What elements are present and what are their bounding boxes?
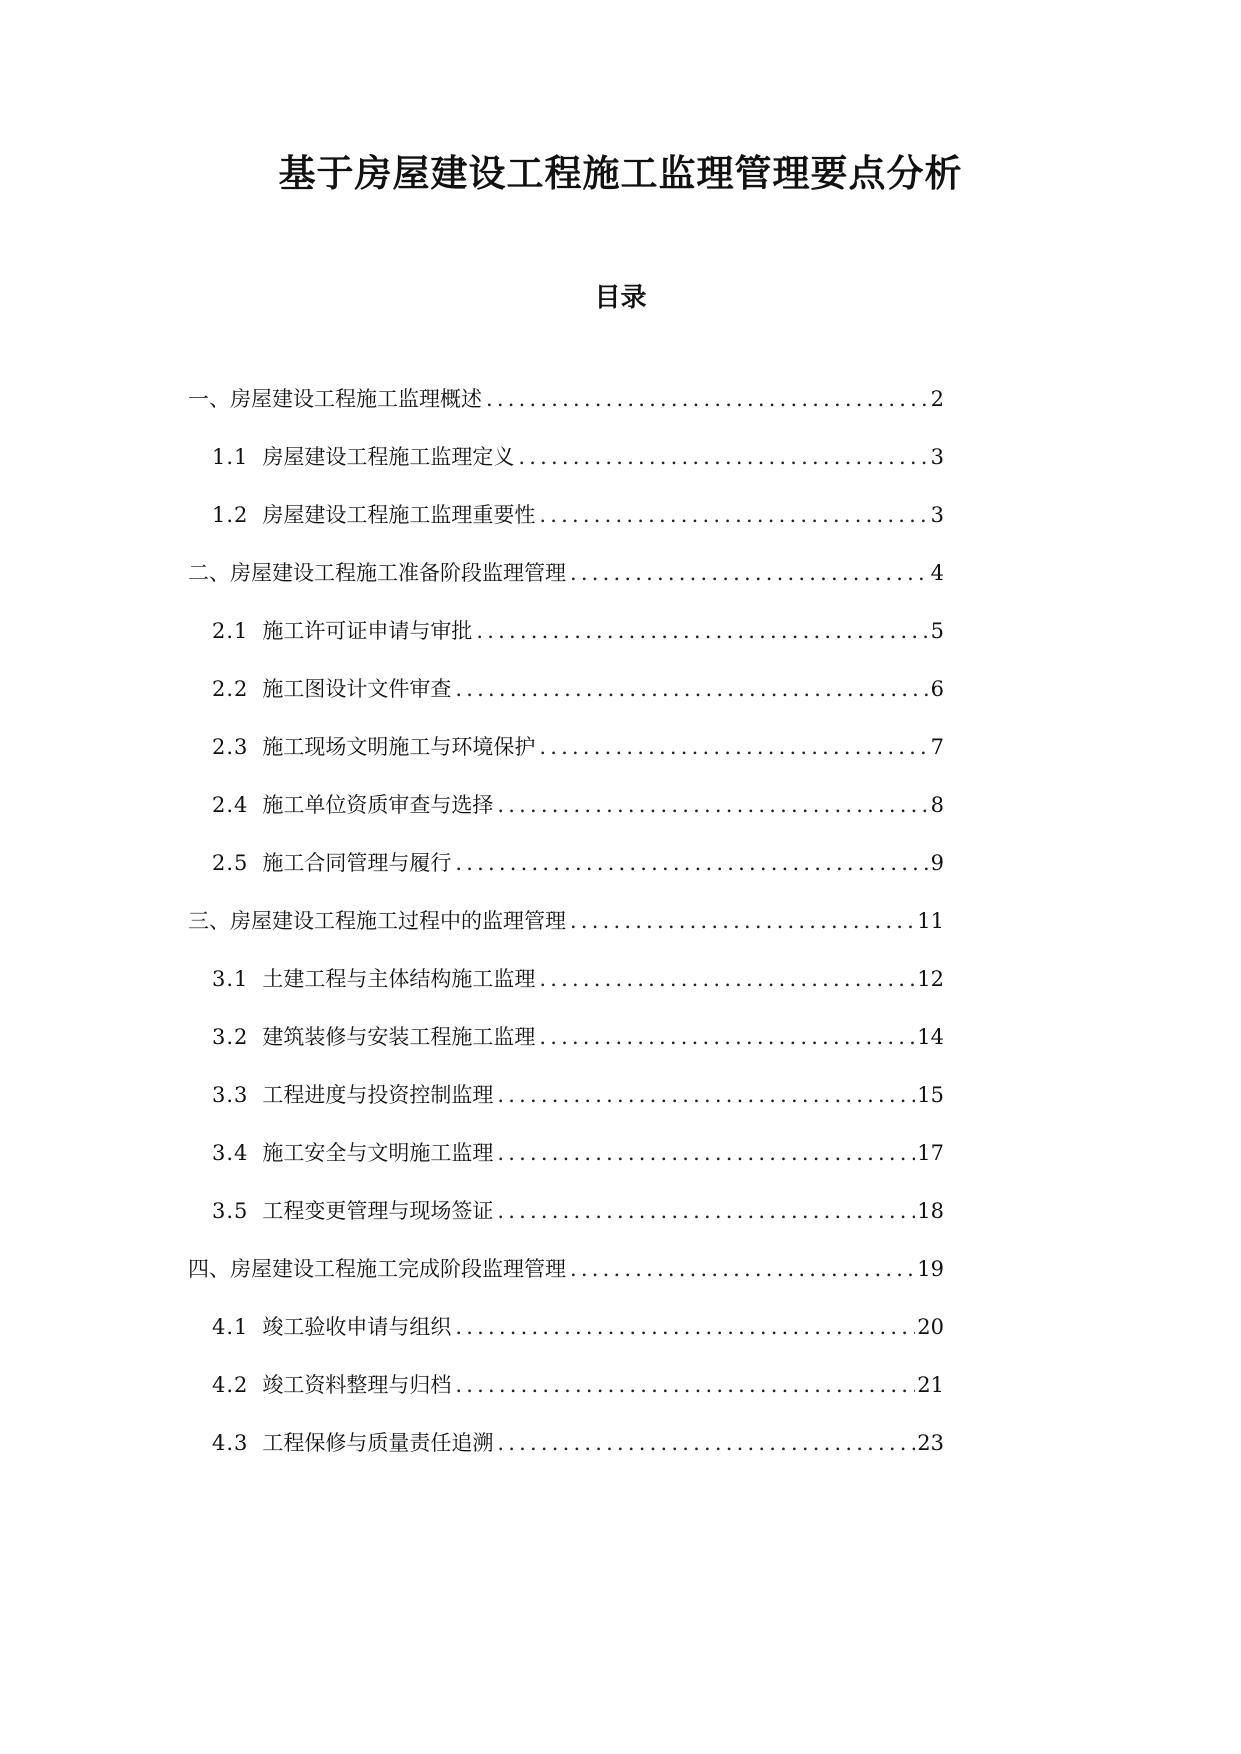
toc-entry[interactable] bbox=[212, 1020, 944, 1054]
toc-entry-label: 施工合同管理与履行 bbox=[262, 851, 452, 875]
toc-entry-label: 施工单位资质审查与选择 bbox=[262, 793, 494, 817]
toc-entry-label: 建筑装修与安装工程施工监理 bbox=[262, 1025, 536, 1049]
toc-entry[interactable] bbox=[212, 440, 944, 474]
document-title: 基于房屋建设工程施工监理管理要点分析 bbox=[278, 151, 963, 195]
toc-entry[interactable] bbox=[212, 962, 944, 996]
toc-leader-dots bbox=[539, 730, 928, 764]
toc-entry-label: 房屋建设工程施工监理定义 bbox=[262, 445, 515, 469]
toc-entry-label: 施工许可证申请与审批 bbox=[262, 619, 473, 643]
toc-entry-label: 工程进度与投资控制监理 bbox=[262, 1083, 494, 1107]
toc-leader-dots bbox=[455, 1310, 915, 1344]
toc-entry-number: 4.3 bbox=[212, 1431, 249, 1455]
toc-entry-label: 竣工验收申请与组织 bbox=[262, 1315, 452, 1339]
toc-leader-dots bbox=[476, 614, 928, 648]
toc-entry[interactable] bbox=[212, 730, 944, 764]
toc-entry-page-number: 11 bbox=[917, 909, 944, 933]
toc-entry-page-number: 3 bbox=[930, 445, 944, 469]
toc-entry-page-number: 5 bbox=[930, 619, 944, 643]
toc-entry-label: 施工安全与文明施工监理 bbox=[262, 1141, 494, 1165]
toc-entry-number: 3.3 bbox=[212, 1083, 249, 1107]
toc-entry-label: 土建工程与主体结构施工监理 bbox=[262, 967, 536, 991]
toc-leader-dots bbox=[570, 904, 915, 938]
toc-leader-dots bbox=[539, 498, 928, 532]
toc-entry[interactable] bbox=[212, 1078, 944, 1112]
toc-entry-label: 竣工资料整理与归档 bbox=[262, 1373, 452, 1397]
toc-entry-number: 1.2 bbox=[212, 503, 249, 527]
toc-entry[interactable] bbox=[212, 1194, 944, 1228]
toc-leader-dots bbox=[455, 672, 928, 706]
toc-entry-number: 4.1 bbox=[212, 1315, 249, 1339]
toc-entry-label: 三、房屋建设工程施工过程中的监理管理 bbox=[188, 909, 566, 933]
toc-entry-page-number: 21 bbox=[917, 1373, 944, 1397]
toc-entry-label: 四、房屋建设工程施工完成阶段监理管理 bbox=[188, 1257, 566, 1281]
toc-entry-label: 工程保修与质量责任追溯 bbox=[262, 1431, 494, 1455]
toc-entry-page-number: 4 bbox=[930, 561, 944, 585]
toc-leader-dots bbox=[570, 1252, 915, 1286]
toc-entry[interactable] bbox=[212, 1310, 944, 1344]
toc-entry[interactable] bbox=[188, 382, 944, 416]
toc-entry[interactable] bbox=[212, 498, 944, 532]
toc-entry[interactable] bbox=[212, 1426, 944, 1460]
toc-entry[interactable] bbox=[188, 904, 944, 938]
toc-entry-label: 施工图设计文件审查 bbox=[262, 677, 452, 701]
toc-leader-dots bbox=[570, 556, 929, 590]
toc-entry-page-number: 14 bbox=[917, 1025, 944, 1049]
toc-entry-page-number: 2 bbox=[930, 387, 944, 411]
toc-entry-label: 二、房屋建设工程施工准备阶段监理管理 bbox=[188, 561, 566, 585]
toc-leader-dots bbox=[539, 962, 915, 996]
toc-entry[interactable] bbox=[188, 1252, 944, 1286]
toc-entry-number: 1.1 bbox=[212, 445, 249, 469]
toc-entry-number: 2.5 bbox=[212, 851, 249, 875]
toc-entry-number: 2.1 bbox=[212, 619, 249, 643]
toc-entry-page-number: 12 bbox=[917, 967, 944, 991]
toc-entry[interactable] bbox=[212, 1368, 944, 1402]
toc-heading: 目录 bbox=[594, 283, 647, 313]
toc-leader-dots bbox=[518, 440, 928, 474]
toc-entry-label: 一、房屋建设工程施工监理概述 bbox=[188, 387, 482, 411]
toc-entry-number: 3.1 bbox=[212, 967, 249, 991]
toc-leader-dots bbox=[497, 1136, 915, 1170]
toc-entry-number: 3.4 bbox=[212, 1141, 249, 1165]
toc-entry-label: 施工现场文明施工与环境保护 bbox=[262, 735, 536, 759]
toc-leader-dots bbox=[497, 1078, 915, 1112]
toc-entry-page-number: 7 bbox=[930, 735, 944, 759]
toc-entry-number: 4.2 bbox=[212, 1373, 249, 1397]
toc-leader-dots bbox=[497, 1194, 915, 1228]
toc-entry-number: 3.5 bbox=[212, 1199, 249, 1223]
toc-entry-page-number: 19 bbox=[917, 1257, 944, 1281]
toc-entry-page-number: 20 bbox=[917, 1315, 944, 1339]
toc-entry[interactable] bbox=[212, 672, 944, 706]
toc-entry-page-number: 18 bbox=[917, 1199, 944, 1223]
toc-entry-number: 2.3 bbox=[212, 735, 249, 759]
toc-leader-dots bbox=[539, 1020, 915, 1054]
toc-entry-number: 2.4 bbox=[212, 793, 249, 817]
toc-entry-number: 2.2 bbox=[212, 677, 249, 701]
toc-entry-label: 工程变更管理与现场签证 bbox=[262, 1199, 494, 1223]
toc-entry-page-number: 15 bbox=[917, 1083, 944, 1107]
toc-entry-label: 房屋建设工程施工监理重要性 bbox=[262, 503, 536, 527]
toc-entry[interactable] bbox=[188, 556, 944, 590]
toc-leader-dots bbox=[455, 846, 928, 880]
toc-entry-number: 3.2 bbox=[212, 1025, 249, 1049]
toc-entry-page-number: 3 bbox=[930, 503, 944, 527]
toc-entry[interactable] bbox=[212, 614, 944, 648]
toc-entry-page-number: 8 bbox=[930, 793, 944, 817]
toc-leader-dots bbox=[455, 1368, 915, 1402]
toc-entry-page-number: 23 bbox=[917, 1431, 944, 1455]
toc-leader-dots bbox=[486, 382, 929, 416]
toc-entry[interactable] bbox=[212, 788, 944, 822]
toc-entry-page-number: 17 bbox=[917, 1141, 944, 1165]
toc-leader-dots bbox=[497, 1426, 915, 1460]
toc-entry-page-number: 9 bbox=[930, 851, 944, 875]
toc-entry-page-number: 6 bbox=[930, 677, 944, 701]
toc-entry[interactable] bbox=[212, 846, 944, 880]
toc-entry[interactable] bbox=[212, 1136, 944, 1170]
toc-leader-dots bbox=[497, 788, 928, 822]
